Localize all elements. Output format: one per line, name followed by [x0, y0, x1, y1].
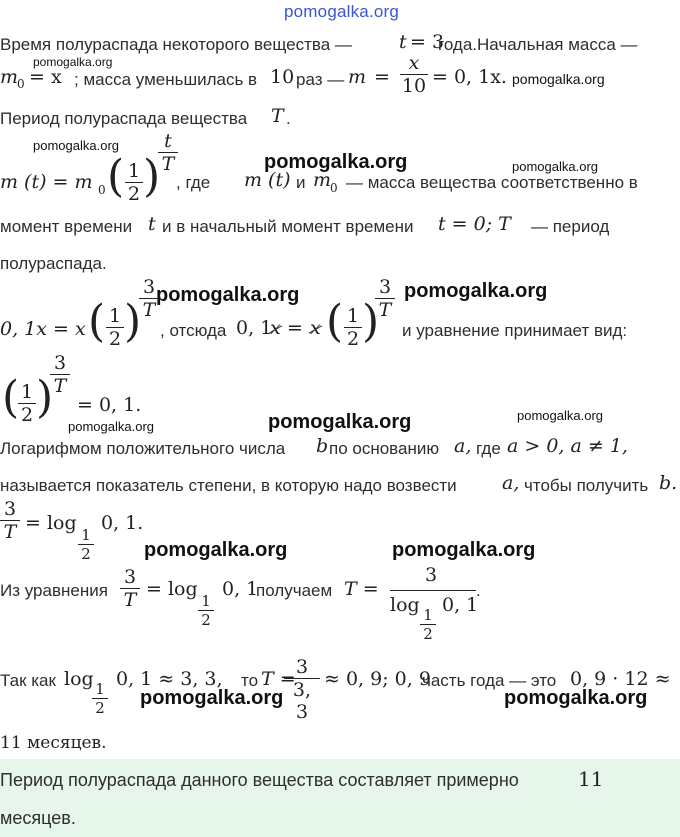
- line11-den: T: [3, 521, 17, 543]
- line3-dot: .: [286, 109, 291, 128]
- line7-x1-struck: x: [270, 317, 281, 339]
- paren-right: ): [143, 151, 161, 202]
- line10-text2: чтобы получить: [524, 476, 649, 495]
- line4-exp: [158, 130, 178, 175]
- watermark-big: pomogalka.org: [264, 151, 408, 173]
- line9-text3: где: [476, 439, 501, 458]
- line7-exp-den: T: [142, 299, 156, 321]
- line13-text1: Так как: [0, 671, 56, 690]
- line8-rhs: = 0, 1.: [77, 394, 142, 416]
- line5-text2: и в начальный момент времени: [162, 217, 414, 236]
- line7-exp-num: 3: [142, 276, 156, 298]
- line12-eq: = log: [146, 578, 198, 600]
- paren-right: ): [362, 296, 380, 347]
- line12-rbase-num: 1: [423, 606, 433, 624]
- line4-text2: и: [296, 173, 306, 192]
- line4-m0sub: 0: [330, 181, 338, 195]
- line10-b: b.: [659, 472, 678, 494]
- line13-frac: [284, 656, 320, 723]
- line7-eq: =: [287, 317, 303, 339]
- line7-exp: [139, 276, 159, 321]
- line10-text: называется показатель степени, в которую надо возвести: [0, 476, 457, 495]
- line4-half-num: 1: [127, 160, 141, 182]
- line2-tail: = 0, 1x.: [432, 66, 507, 88]
- line5-text1: момент времени: [0, 217, 133, 236]
- watermark-big: pomogalka.org: [140, 687, 284, 709]
- line7-lhs: 0, 1x = x: [0, 318, 86, 340]
- line8-exp-num: 3: [53, 352, 67, 374]
- line7-exp-den2: T: [378, 299, 392, 321]
- line2-m: m: [348, 66, 367, 88]
- line12-den: T: [123, 589, 137, 611]
- line12-rnum: 3: [425, 564, 438, 586]
- line12-frac: [120, 566, 140, 611]
- line5-t: t: [148, 213, 156, 235]
- watermark-small: pomogalka.org: [512, 71, 605, 87]
- line7-half2: [344, 305, 362, 350]
- line12-arg: 0, 1: [222, 578, 259, 600]
- line13-T: T =: [261, 668, 296, 690]
- line13-log: log: [64, 668, 94, 690]
- line2-eqx: = x: [29, 66, 62, 88]
- line12-rden: log: [390, 594, 420, 616]
- line12-text1: Из уравнения: [0, 581, 108, 600]
- watermark-small: pomogalka.org: [512, 159, 598, 174]
- paren-right: ): [124, 296, 142, 347]
- line8-half: [18, 381, 36, 426]
- paren-left: (: [2, 372, 20, 423]
- line1-text2: года.Начальная масса —: [438, 35, 638, 54]
- line4-exp-num: t: [164, 130, 172, 152]
- line13-approx: 0, 1 ≈ 3, 3,: [116, 668, 223, 690]
- line7-half-num: 1: [108, 305, 122, 327]
- answer-text1: Период полураспада данного вещества составляет примерно: [0, 770, 519, 790]
- watermark-small: pomogalka.org: [517, 408, 603, 423]
- answer-num: 11: [578, 767, 604, 791]
- line11-base-num: 1: [81, 526, 91, 544]
- line9-text1: Логарифмом положительного числа: [0, 439, 286, 458]
- line13-base-num: 1: [95, 680, 105, 698]
- watermark-big: pomogalka.org: [392, 539, 536, 561]
- line12-rbase-den: 2: [423, 625, 433, 643]
- line2-ten: 10: [270, 66, 295, 88]
- line7-mid: 0, 1: [236, 317, 273, 339]
- line8-exp-den: T: [53, 375, 67, 397]
- line7-half: [106, 305, 124, 350]
- paren-left: (: [88, 296, 106, 347]
- line4-mt: m (t): [244, 169, 291, 191]
- line11-frac: [0, 498, 20, 543]
- line2-m0: m: [0, 66, 19, 88]
- watermark-big: pomogalka.org: [268, 411, 412, 433]
- line1-text1: Время полураспада некоторого вещества —: [0, 35, 352, 54]
- line12-base-num: 1: [201, 592, 211, 610]
- line4-sub0: 0: [98, 183, 106, 197]
- line4-lhs: m (t) = m: [0, 171, 93, 193]
- watermark-small: pomogalka.org: [33, 138, 119, 153]
- line12-T: T =: [344, 578, 379, 600]
- answer-box: [0, 759, 680, 837]
- watermark-big: pomogalka.org: [504, 687, 648, 709]
- watermark-big: pomogalka.org: [404, 280, 548, 302]
- line7-text1: , отсюда: [160, 321, 227, 340]
- line12-text2: получаем: [256, 581, 333, 600]
- line2-eq: =: [374, 66, 390, 88]
- line12-rbar: [390, 590, 476, 591]
- line9-cond: a > 0, a ≠ 1,: [507, 435, 628, 457]
- answer-text2: месяцев.: [0, 808, 76, 828]
- line11-arg: 0, 1.: [101, 512, 144, 534]
- line12-rarg: 0, 1: [442, 594, 479, 616]
- line12-base: [198, 592, 214, 629]
- line13-base: [92, 680, 108, 717]
- line13-base-den: 2: [95, 699, 105, 717]
- line13-res: ≈ 0, 9; 0, 9: [324, 668, 431, 690]
- line12-dot: .: [476, 581, 481, 600]
- line8-exp: [50, 352, 70, 397]
- line5-text3: — период: [531, 217, 610, 236]
- line4-exp-den: T: [161, 153, 175, 175]
- line7-text2: и уравнение принимает вид:: [402, 321, 628, 340]
- line11-base: [78, 526, 94, 563]
- line12-base-den: 2: [201, 611, 211, 629]
- line4-text1: , где: [176, 173, 211, 192]
- line1-eq3: = 3: [410, 31, 445, 53]
- line13-calc: 0, 9 · 12 ≈: [570, 668, 671, 690]
- paren-left: (: [326, 296, 344, 347]
- line2-sub0: 0: [17, 77, 25, 91]
- watermark-small: pomogalka.org: [68, 419, 154, 434]
- watermark-big: pomogalka.org: [156, 284, 300, 306]
- watermark-small: pomogalka.org: [33, 55, 113, 69]
- line2-text2: раз —: [296, 70, 345, 89]
- line8-half-den: 2: [20, 404, 34, 426]
- line4-m0: m: [313, 169, 332, 191]
- line5-t0: t = 0; T: [438, 213, 511, 235]
- line3-T: T: [271, 105, 284, 127]
- line11-base-den: 2: [81, 545, 91, 563]
- line7-exp-num2: 3: [378, 276, 392, 298]
- line10-a: a,: [502, 472, 520, 494]
- line12-num: 3: [123, 566, 137, 588]
- line7-half-den: 2: [108, 328, 122, 350]
- line4-text3: — масса вещества соответственно в: [346, 173, 638, 192]
- line1-t: t: [399, 31, 407, 53]
- line6-text: полураспада.: [0, 254, 107, 273]
- line14-text: 11 месяцев.: [0, 733, 107, 753]
- line7-half-num2: 1: [346, 305, 360, 327]
- line9-b: b: [316, 435, 329, 457]
- line13-text2: то: [241, 671, 259, 690]
- line2-den: 10: [401, 75, 427, 97]
- line8-half-num: 1: [20, 381, 34, 403]
- line4-half-den: 2: [127, 183, 141, 205]
- watermark-big: pomogalka.org: [144, 539, 288, 561]
- line3-text: Период полураспада вещества: [0, 109, 248, 128]
- line7-half-den2: 2: [346, 328, 360, 350]
- line9-a: a,: [454, 435, 472, 457]
- line4-half: [125, 160, 143, 205]
- line13-den: 3, 3: [292, 679, 312, 723]
- line7-x2-struck: x: [310, 317, 321, 339]
- line13-num: 3: [295, 656, 309, 678]
- line2-text1: ; масса уменьшилась в: [74, 70, 258, 89]
- line13-text3: часть года — это: [422, 671, 557, 690]
- watermark-top: pomogalka.org: [284, 2, 400, 21]
- line11-eq: = log: [25, 512, 77, 534]
- line2-num: x: [408, 52, 420, 74]
- line7-exp2: [375, 276, 395, 321]
- line9-text2: по основанию: [329, 439, 440, 458]
- line12-rbase: [420, 606, 436, 643]
- paren-left: (: [107, 151, 125, 202]
- paren-right: ): [36, 372, 54, 423]
- line2-fraction: [400, 52, 428, 97]
- line11-num: 3: [3, 498, 17, 520]
